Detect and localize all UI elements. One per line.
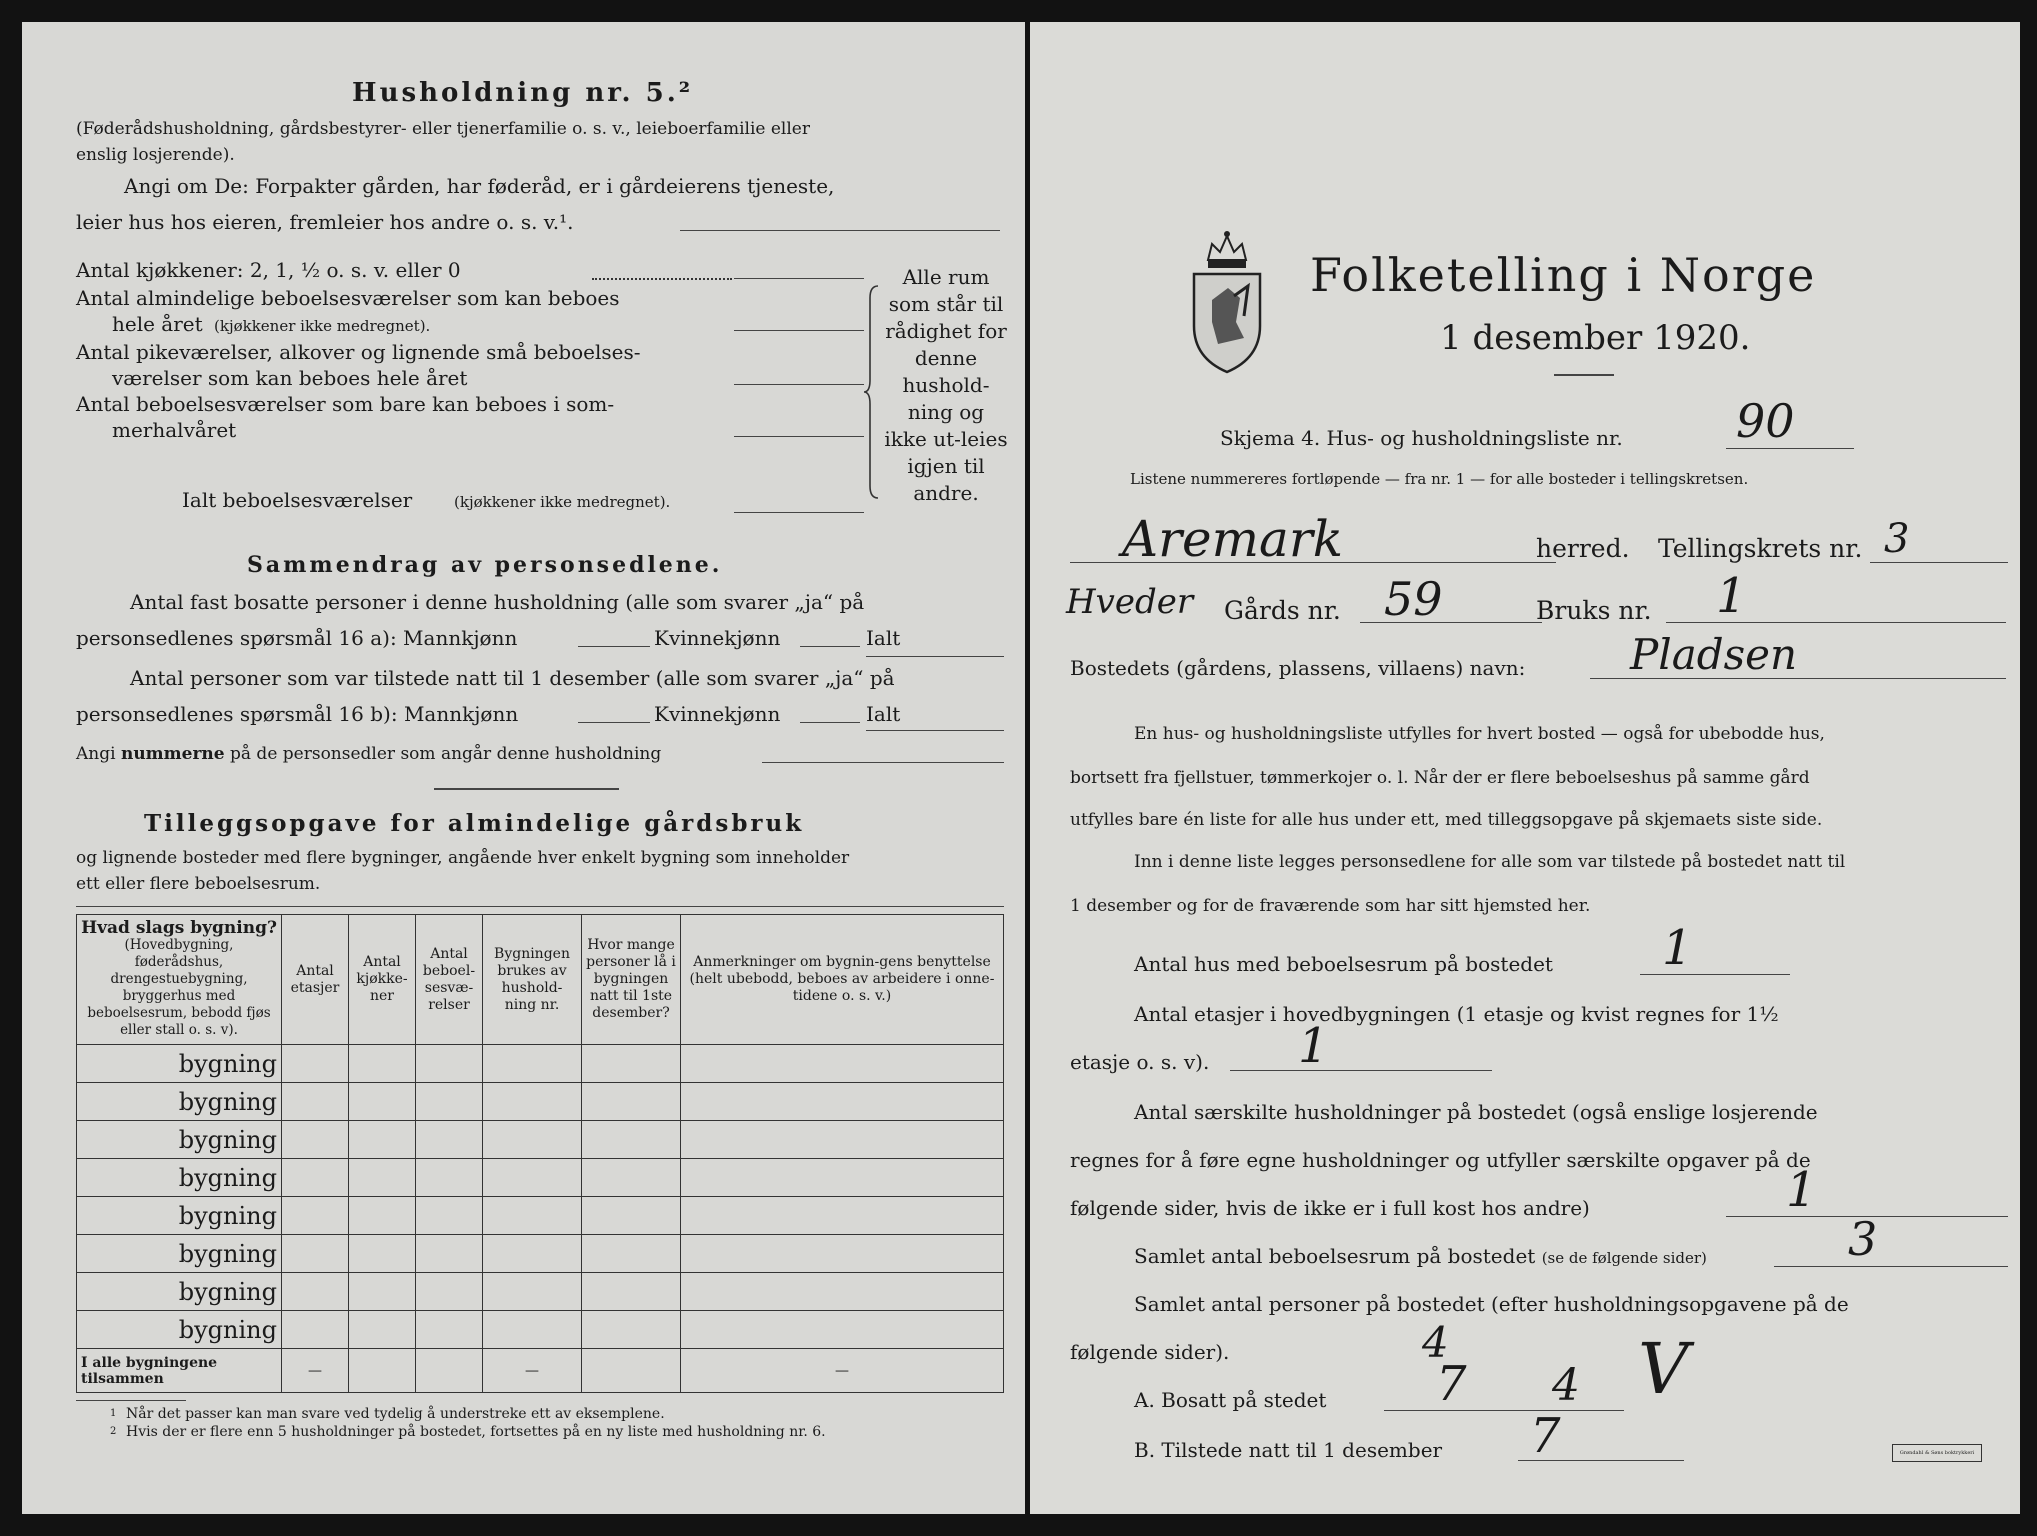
building-row-5-label: bygning: [77, 1197, 282, 1235]
kitchens-dots: [592, 278, 732, 280]
cell[interactable]: [483, 1121, 582, 1159]
cell[interactable]: [681, 1159, 1004, 1197]
total-rooms-label: Ialt beboelsesværelser: [182, 488, 413, 512]
cell[interactable]: [483, 1045, 582, 1083]
holding-number-value: 1: [1716, 568, 1747, 624]
farm-number-label: Gårds nr.: [1224, 596, 1341, 625]
total-rooms-small: (kjøkkener ikke medregnet).: [454, 493, 671, 511]
cell[interactable]: [582, 1159, 681, 1197]
building-row-7-label: bygning: [77, 1273, 282, 1311]
cell[interactable]: [282, 1235, 349, 1273]
table-row: [77, 1311, 1004, 1349]
supplement-a: og lignende bosteder med flere bygninger, angående hver enkelt bygning som inneholder: [76, 848, 850, 868]
present-answer-value: 7: [1530, 1408, 1561, 1464]
schema-number-value: 90: [1736, 394, 1795, 448]
table-row: [77, 1083, 1004, 1121]
brace-note: Alle rum som står til rådighet for denne hushold-ning og ikke ut-leies igjen til andre.: [884, 265, 1008, 505]
check-mark: V: [1638, 1328, 1689, 1410]
households-question-c: følgende sider, hvis de ikke er i full kost hos andre): [1070, 1196, 1590, 1220]
resident-mark: 4: [1552, 1360, 1580, 1411]
total-household: —: [483, 1349, 582, 1393]
households-question-b: regnes for å føre egne husholdninger og utfyller særskilte opgaver på de: [1070, 1148, 1811, 1172]
resident-answer-value: 7: [1436, 1356, 1467, 1412]
cell[interactable]: [582, 1311, 681, 1349]
cell[interactable]: [282, 1273, 349, 1311]
rooms-question-a: Antal almindelige beboelsesværelser som kan beboes: [76, 286, 620, 310]
cell[interactable]: [483, 1235, 582, 1273]
building-row-2-label: bygning: [77, 1083, 282, 1121]
cell[interactable]: [582, 1083, 681, 1121]
printer-stamp: Grøndahl & Søns boktrykkeri: [1892, 1444, 1982, 1462]
municipality-label: herred.: [1536, 534, 1630, 563]
numbers-answer-line[interactable]: [762, 762, 1004, 763]
building-row-1-label: bygning: [77, 1045, 282, 1083]
cell[interactable]: [681, 1083, 1004, 1121]
building-table: [76, 914, 1004, 1393]
present-label: B. Tilstede natt til 1 desember: [1134, 1438, 1443, 1462]
floors-answer-line[interactable]: [1230, 1070, 1492, 1071]
col-household: Bygningen brukes av hushold-ning nr.: [483, 915, 582, 1045]
total-remarks: —: [681, 1349, 1004, 1393]
summary-present-a: Antal personer som var tilstede natt til 1 desember (alle som svarer „ja“ på: [130, 666, 895, 690]
cell[interactable]: [681, 1197, 1004, 1235]
cell[interactable]: [416, 1273, 483, 1311]
question-arrangement-b: leier hus hos eieren, fremleier hos andre o. s. v.¹.: [76, 210, 574, 234]
resident-total-line[interactable]: [866, 656, 1004, 657]
table-row: [77, 1121, 1004, 1159]
summary-present-b: personsedlenes spørsmål 16 b): Mannkjønn: [76, 702, 519, 726]
households-question-a: Antal særskilte husholdninger på bostedet (også enslige losjerende: [1134, 1100, 1818, 1124]
brace-icon: [864, 284, 884, 500]
cell[interactable]: [681, 1121, 1004, 1159]
numbers-prompt: [76, 744, 661, 764]
district-label: Tellingskrets nr.: [1658, 534, 1863, 563]
cell[interactable]: [416, 1349, 483, 1393]
rooms-total-question-small: (se de følgende sider): [1541, 1249, 1707, 1267]
answer-line-arrangement[interactable]: [680, 230, 1000, 231]
municipality-value: Aremark: [1122, 510, 1344, 568]
cell[interactable]: [349, 1235, 416, 1273]
footnote-1-num: 1: [110, 1408, 117, 1419]
place-name-value: Pladsen: [1630, 630, 1798, 679]
cell[interactable]: [483, 1273, 582, 1311]
persons-mark: 4: [1422, 1318, 1449, 1367]
small-rooms-answer-line[interactable]: [734, 384, 864, 385]
norway-coat-of-arms-icon: [1188, 226, 1266, 374]
summary-title: Sammendrag av personsedlene.: [247, 552, 723, 578]
cell[interactable]: [349, 1273, 416, 1311]
instruction-3: utfylles bare én liste for alle hus under ett, med tilleggsopgave på skjemaets siste side.: [1070, 810, 1823, 830]
rooms-question-small: (kjøkkener ikke medregnet).: [214, 317, 431, 335]
instruction-4: Inn i denne liste legges personsedlene for alle som var tilstede på bostedet natt til: [1134, 852, 1846, 872]
cell[interactable]: [681, 1273, 1004, 1311]
cell[interactable]: [416, 1197, 483, 1235]
cell[interactable]: [349, 1083, 416, 1121]
cell[interactable]: [681, 1045, 1004, 1083]
table-row: [77, 1235, 1004, 1273]
present-total-label: Ialt: [866, 702, 901, 726]
title-rule: [1554, 374, 1614, 376]
place-name-label: Bostedets (gårdens, plassens, villaens) navn:: [1070, 656, 1526, 680]
households-answer-value: 1: [1786, 1162, 1817, 1218]
cell[interactable]: [416, 1159, 483, 1197]
cell[interactable]: [582, 1197, 681, 1235]
numbers-prompt-c: på de personsedler som angår denne husholdning: [230, 744, 662, 764]
instruction-1: En hus- og husholdningsliste utfylles for hvert bosted — også for ubebodde hus,: [1134, 724, 1825, 744]
question-arrangement-a: Angi om De: Forpakter gården, har føderåd, er i gårdeierens tjeneste,: [124, 174, 835, 198]
cell[interactable]: [349, 1121, 416, 1159]
cell[interactable]: [416, 1083, 483, 1121]
footnote-rule: [76, 1400, 186, 1401]
rooms-answer-line[interactable]: [734, 330, 864, 331]
building-row-3-label: bygning: [77, 1121, 282, 1159]
right-page: [1030, 22, 2020, 1514]
section-divider: [434, 788, 619, 790]
table-row: [77, 1273, 1004, 1311]
household-subtitle-2: enslig losjerende).: [76, 145, 235, 165]
cell[interactable]: [282, 1045, 349, 1083]
table-row: [77, 1045, 1004, 1083]
rooms-total-question-text: Samlet antal beboelsesrum på bostedet: [1134, 1244, 1536, 1268]
supplement-b: ett eller flere beboelsesrum.: [76, 874, 321, 894]
rooms-total-answer-value: 3: [1848, 1212, 1878, 1266]
building-row-4-label: bygning: [77, 1159, 282, 1197]
floors-answer-value: 1: [1298, 1018, 1329, 1074]
summary-resident-b: personsedlenes spørsmål 16 a): Mannkjønn: [76, 626, 518, 650]
houses-question: Antal hus med beboelsesrum på bostedet: [1134, 952, 1553, 976]
cell[interactable]: [681, 1235, 1004, 1273]
col-rooms: Antal beboel-sesvæ-relser: [416, 915, 483, 1045]
summer-rooms-question-a: Antal beboelsesværelser som bare kan beboes i som-: [76, 392, 615, 416]
table-row: [77, 1197, 1004, 1235]
present-total-line[interactable]: [866, 730, 1004, 731]
cell[interactable]: [483, 1311, 582, 1349]
household-subtitle: (Føderådshusholdning, gårdsbestyrer- eller tjenerfamilie o. s. v., leieboerfamilie eller: [76, 119, 810, 139]
building-row-6-label: bygning: [77, 1235, 282, 1273]
cell[interactable]: [483, 1083, 582, 1121]
building-row-8-label: bygning: [77, 1311, 282, 1349]
summer-rooms-answer-line[interactable]: [734, 436, 864, 437]
rooms-question-b: hele året: [112, 312, 203, 336]
cell[interactable]: [349, 1159, 416, 1197]
resident-female-label: Kvinnekjønn: [654, 626, 781, 650]
cell[interactable]: [582, 1045, 681, 1083]
cell[interactable]: [582, 1349, 681, 1393]
cell[interactable]: [416, 1121, 483, 1159]
col-kitchens: Antal kjøkke-ner: [349, 915, 416, 1045]
census-title: Folketelling i Norge: [1310, 248, 1817, 302]
resident-male-line[interactable]: [578, 646, 650, 647]
cell[interactable]: [483, 1159, 582, 1197]
col-floors: Antal etasjer: [282, 915, 349, 1045]
numbering-note: Listene nummereres fortløpende — fra nr. 1 — for alle bosteder i tellingskretsen.: [1130, 470, 1749, 488]
rooms-total-question: [1134, 1244, 1707, 1268]
instruction-2: bortsett fra fjellstuer, tømmerkojer o. l. Når der er flere beboelseshus på samme gård: [1070, 768, 1810, 788]
cell[interactable]: [349, 1045, 416, 1083]
table-total-row: [77, 1349, 1004, 1393]
cell[interactable]: [582, 1235, 681, 1273]
cell[interactable]: [582, 1273, 681, 1311]
table-top-rule: [76, 906, 1004, 907]
schema-label: Skjema 4. Hus- og husholdningsliste nr.: [1220, 426, 1623, 450]
small-rooms-question-a: Antal pikeværelser, alkover og lignende små beboelses-: [76, 340, 641, 364]
district-value: 3: [1884, 516, 1910, 562]
footnote-2-num: 2: [110, 1426, 117, 1437]
cell[interactable]: [416, 1311, 483, 1349]
cell[interactable]: [282, 1121, 349, 1159]
schema-number-line[interactable]: [1726, 448, 1854, 449]
district-line[interactable]: [1870, 562, 2008, 563]
total-rooms-answer-line[interactable]: [734, 512, 864, 513]
farm-number-value: 59: [1384, 572, 1443, 626]
cell[interactable]: [349, 1197, 416, 1235]
cell[interactable]: [282, 1197, 349, 1235]
col-building-type: [77, 915, 282, 1045]
floors-question-b: etasje o. s. v).: [1070, 1050, 1210, 1074]
footnote-1: Når det passer kan man svare ved tydelig å understreke ett av eksemplene.: [126, 1406, 665, 1422]
kitchens-question: Antal kjøkkener: 2, 1, ½ o. s. v. eller 0: [76, 258, 461, 282]
col-building-type-note: (Hovedbygning, føderådshus, drengestuebygning, bryggerhus med beboelsesrum, bebodd fjøs eller stall o. s. v).: [87, 937, 271, 1038]
cell[interactable]: [282, 1159, 349, 1197]
cell[interactable]: [282, 1311, 349, 1349]
present-male-line[interactable]: [578, 722, 650, 723]
cell[interactable]: [416, 1235, 483, 1273]
floors-question-a: Antal etasjer i hovedbygningen (1 etasje og kvist regnes for 1½: [1134, 1002, 1779, 1026]
table-row: [77, 1159, 1004, 1197]
cell[interactable]: [582, 1121, 681, 1159]
col-remarks: Anmerkninger om bygnin-gens benyttelse (helt ubebodd, beboes av arbeidere i onne-tidene o. s. v.): [681, 915, 1004, 1045]
household-title: Husholdning nr. 5.²: [352, 78, 694, 108]
resident-label: A. Bosatt på stedet: [1134, 1388, 1327, 1412]
persons-question-a: Samlet antal personer på bostedet (efter husholdningsopgavene på de: [1134, 1292, 1849, 1316]
cell[interactable]: [483, 1197, 582, 1235]
resident-answer-line[interactable]: [1384, 1410, 1624, 1411]
supplement-title: Tilleggsopgave for almindelige gårdsbruk: [144, 810, 805, 837]
col-building-type-title: Hvad slags bygning?: [81, 918, 277, 938]
cell[interactable]: [349, 1311, 416, 1349]
resident-total-label: Ialt: [866, 626, 901, 650]
farm-prefix-value: Hveder: [1066, 582, 1194, 622]
left-page: [22, 22, 1025, 1514]
summary-resident-a: Antal fast bosatte personer i denne husholdning (alle som svarer „ja“ på: [130, 590, 865, 614]
footnote-2: Hvis der er flere enn 5 husholdninger på bostedet, fortsettes på en ny liste med husholdning nr. 6.: [126, 1424, 826, 1440]
total-row-label: I alle bygningene tilsammen: [77, 1349, 282, 1393]
summer-rooms-question-b: merhalvåret: [112, 418, 237, 442]
present-female-label: Kvinnekjønn: [654, 702, 781, 726]
persons-question-b: følgende sider).: [1070, 1340, 1230, 1364]
col-persons: Hvor mange personer lå i bygningen natt til 1ste desember?: [582, 915, 681, 1045]
holding-number-label: Bruks nr.: [1536, 596, 1652, 625]
present-female-line[interactable]: [800, 722, 860, 723]
kitchens-answer-line[interactable]: [734, 278, 864, 279]
houses-answer-value: 1: [1662, 920, 1693, 976]
table-header-row: [77, 915, 1004, 1045]
instruction-5: 1 desember og for de fraværende som har sitt hjemsted her.: [1070, 896, 1591, 916]
cell[interactable]: [349, 1349, 416, 1393]
cell[interactable]: [416, 1045, 483, 1083]
census-date: 1 desember 1920.: [1440, 318, 1751, 358]
numbers-prompt-a: Angi: [76, 744, 116, 764]
rooms-total-answer-line[interactable]: [1774, 1266, 2008, 1267]
cell[interactable]: [681, 1311, 1004, 1349]
numbers-prompt-bold: nummerne: [120, 744, 225, 764]
cell[interactable]: [282, 1083, 349, 1121]
resident-female-line[interactable]: [800, 646, 860, 647]
small-rooms-question-b: værelser som kan beboes hele året: [112, 366, 468, 390]
total-floors: —: [282, 1349, 349, 1393]
